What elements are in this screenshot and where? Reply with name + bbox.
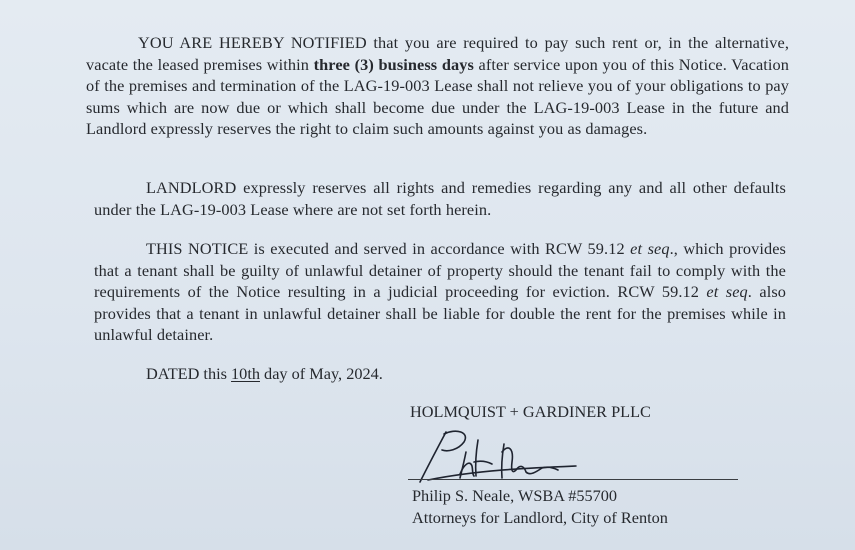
latin-italic-text: et seq — [630, 239, 670, 258]
paragraph-text: LANDLORD expressly reserves all rights and remedies regarding any and all other defaults under the LAG-19-003 Lease where are not set forth herein. — [94, 178, 786, 219]
dated-line: DATED this 10th day of May, 2024. — [146, 364, 383, 383]
signer-role: Attorneys for Landlord, City of Renton — [412, 508, 668, 527]
dated-day: 10th — [231, 364, 260, 383]
firm-name: HOLMQUIST + GARDINER PLLC — [410, 402, 651, 421]
signature-line — [408, 479, 738, 480]
signer-name: Philip S. Neale, WSBA #55700 — [412, 486, 618, 505]
notice-paragraph-rcw — [94, 238, 786, 346]
paragraph-text: YOU ARE HEREBY NOTIFIED that you are required to pay such rent or, in the alternative, vacate the leased premises within — [86, 33, 789, 74]
deadline-bold-text: three (3) business days — [313, 54, 474, 74]
handwritten-signature — [408, 422, 578, 486]
paragraph-text: . also provides that a tenant in unlawful detainer shall be liable for double the rent for the premises while in unlawful detainer. — [94, 282, 787, 345]
paragraph-text: ., which provides that a tenant shall be guilty of unlawful detainer of property should the tenant fail to comply with the requirements of the Notice resulting in a judicial proceeding for eviction. RCW 59.12 — [94, 239, 786, 302]
signer-block — [412, 485, 668, 529]
latin-italic-text: et seq — [706, 282, 748, 302]
paragraph-text: THIS NOTICE is executed and served in accordance with RCW 59.12 — [146, 239, 631, 258]
paragraph-text: after service upon you of this Notice. Vacation of the premises and termination of the LAG-19-003 Lease shall not relieve you of your obligations to pay sums which are now due or which shall become due under the LAG-19-003 Lease in the future and Landlord expressly reserves the right to claim such amounts against you as damages. — [86, 54, 789, 139]
notice-paragraph-reservation — [94, 177, 786, 220]
notice-paragraph-payment — [86, 32, 789, 140]
